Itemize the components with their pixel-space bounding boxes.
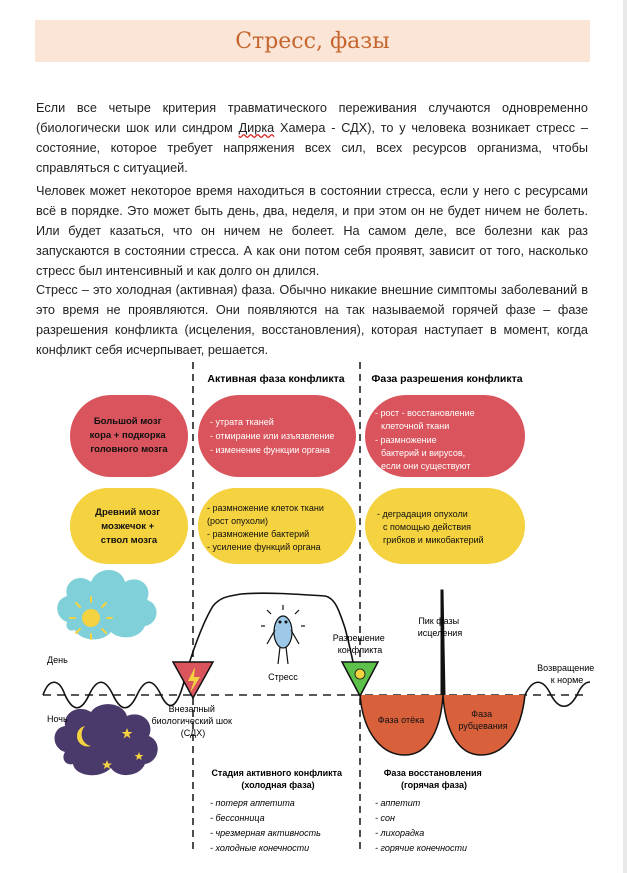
yellow-row-active-list: - размножение клеток ткани (рост опухоли) - размножение бактерий - усиление функций органа: [207, 503, 324, 552]
stressed-figure-icon: [261, 605, 305, 664]
label-edema-phase: Фаза отёка: [377, 715, 425, 725]
label-stress: Стресс: [268, 672, 298, 682]
paragraph-1: [36, 98, 588, 178]
yellow-row-resolution-list: - деградация опухоли с помощью действия грибков и микобактерий: [377, 509, 484, 545]
header-active: Активная фаза конфликта: [207, 373, 345, 385]
label-night: Ночь: [47, 714, 68, 724]
day-sun-cloud-icon: [57, 570, 156, 639]
cold-stage-symptoms: - потеря аппетита - бессонница - чрезмерная активность - холодные конечности: [210, 798, 321, 853]
edema-phase-area: [360, 695, 443, 755]
return-wave-line: [525, 682, 590, 706]
hot-stage-symptoms: - аппетит - сон - лихорадка - горячие конечности: [375, 798, 468, 853]
paragraph-2: Человек может некоторое время находиться в состоянии стресса, если у него с ресурсами всё в порядке. Это может быть день, два, неделя, и при этом он не будет ничем не болеть. Или будет казаться, что он ничем не болеет. На самом деле, все болезни как раз запускаются в состоянии стресса. А как они потом себя проявят, зависит от того, насколько стресс был интенсивный и как долго он длился.: [36, 184, 588, 278]
lightbulb-icon: [355, 669, 365, 679]
label-healing-peak: Пик фазы исцеления: [417, 616, 463, 638]
yellow-row-label: Древний мозг мозжечок + ствол мозга: [95, 507, 161, 546]
paragraph-3: Стресс – это холодная (активная) фаза. Обычно никакие внешние симптомы заболеваний в это время не проявляются. Они появляются на так называемой горячей фазе – фазе разрешения конфликта (исцеления, восстановления), которая наступает в момент, когда конфликт себя исчерпывает, решается.: [36, 283, 588, 357]
night-moon-cloud-icon: [55, 704, 158, 775]
hot-stage-title: Фаза восстановления (горячая фаза): [383, 768, 482, 790]
page-edge: [623, 0, 627, 873]
label-day: День: [47, 655, 68, 665]
red-row-resolution-list: - рост - восстановление клеточной ткани - размножение бактерий и вирусов, если они существуют: [375, 408, 475, 471]
title-banner: [35, 20, 590, 62]
red-row-active-list: - утрата тканей - отмирание или изъязвление - изменение функции органа: [210, 417, 335, 455]
header-resolution: Фаза разрешения конфликта: [371, 373, 523, 385]
label-scarring-phase: Фаза рубцевания: [458, 709, 508, 731]
label-sudden-shock: Внезапный биологический шок (СДХ): [151, 704, 232, 738]
cold-stage-title: Стадия активного конфликта (холодная фаза): [211, 768, 343, 790]
paragraph-1-text-a: Если все четыре критерия травматического переживания случаются одновременно (биологически шок или синдром: [36, 101, 588, 135]
spellcheck-word: Дирка: [238, 121, 275, 135]
stress-phases-diagram: [35, 360, 605, 865]
healing-peak-spike: [441, 590, 445, 695]
label-resolution-point: Разрешение конфликта: [332, 633, 385, 655]
label-return-to-normal: Возвращение к норме: [537, 663, 595, 685]
paragraph-1-text-b: Хамера - СДХ), то у человека возникает стресс – состояние, которое требует напряжения всех сил, всех ресурсов организма, чтобы справляться с ситуацией.: [36, 121, 588, 175]
yellow-row-active-pill: [198, 488, 356, 564]
page-title: Стресс, фазы: [235, 28, 390, 54]
red-row-label: Большой мозг кора + подкорка головного мозга: [89, 416, 168, 455]
